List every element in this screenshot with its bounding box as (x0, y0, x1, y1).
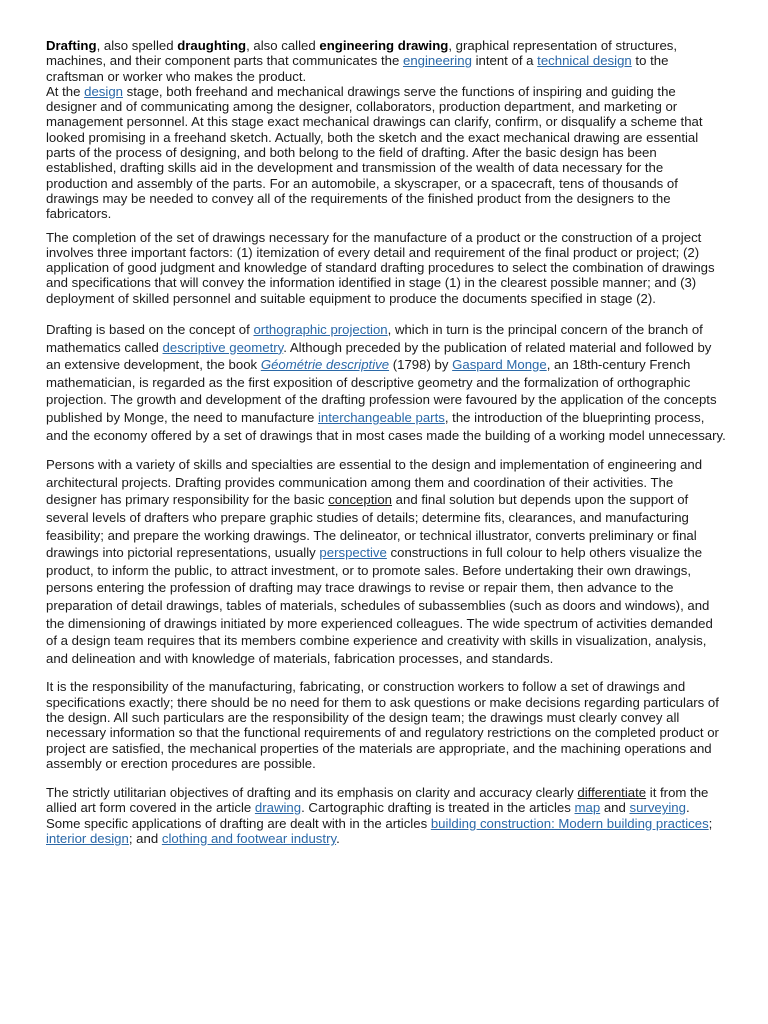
paragraph-2 (46, 84, 726, 222)
text-run: , graphical representation of structures, machines, and their component parts that communicates the (46, 38, 678, 69)
link-design[interactable]: design (84, 83, 123, 99)
text-run: and (600, 800, 630, 816)
link-perspective[interactable]: perspective (319, 545, 387, 561)
paragraph-4 (46, 321, 726, 444)
text-run: it from the allied art form covered in the article (46, 785, 709, 816)
text-run: . Cartographic drafting is treated in the articles (301, 800, 575, 816)
link-interchangeable-parts[interactable]: interchangeable parts (318, 410, 445, 426)
term-engineering-drawing: engineering drawing (319, 38, 449, 53)
link-surveying[interactable]: surveying (629, 800, 686, 816)
text-run: At the (46, 83, 85, 99)
text-run: , which in turn is the principal concern of the branch of mathematics called (46, 322, 703, 355)
link-map[interactable]: map (574, 800, 601, 816)
link-engineering[interactable]: engineering (402, 53, 472, 69)
article-body (46, 38, 726, 846)
text-run: Persons with a variety of skills and specialties are essential to the design and implementation of engineering and architectural projects. Drafting provides communication among them and coordination of their activities. The designer has primary responsibility for the basic (46, 457, 703, 508)
text-run: . Some specific applications of drafting are dealt with in the articles (46, 800, 690, 831)
paragraph-5 (46, 456, 726, 667)
text-run: , an 18th-century French mathematician, is regarded as the first exposition of descriptive geometry and the formalization of orthographic projection. The growth and development of the drafting profession were favoured by the application of the concepts published by Monge, the need to manufacture (46, 357, 717, 426)
link-drawing[interactable]: drawing (254, 800, 302, 816)
text-run: . (336, 831, 340, 846)
text-run: to the craftsman or worker who makes the product. (46, 53, 669, 84)
link-orthographic-projection[interactable]: orthographic projection (253, 322, 388, 338)
text-run: intent of a (471, 53, 538, 69)
text-run: , the introduction of the blueprinting process, and the economy offered by a set of drawings that in most cases made the building of a working model unnecessary. (46, 410, 726, 443)
text-run: (1798) by (389, 357, 453, 373)
text-run: . Although preceded by the publication of related material and followed by an extensive development, the book (46, 339, 712, 373)
term-drafting: Drafting (46, 38, 97, 53)
text-run: Drafting is based on the concept of (46, 322, 254, 338)
text-run: stage, both freehand and mechanical drawings serve the functions of inspiring and guiding the designer and of communicating among the designer, collaborators, production department, and marketing or management personnel. At this stage exact mechanical drawings can clarify, confirm, or disqualify a scheme that looked promising in a freehand sketch. Actually, both the sketch and the exact mechanical drawing are essential parts of the process of designing, and both belong to the field of drafting. After the basic design has been established, drafting skills aid in the development and transmission of the wealth of data necessary for the production and assembly of the parts. For an automobile, a skyscraper, or a spacecraft, tens of thousands of drawings may be needed to convey all of the requirements of the finished product from the designers to the fabricators. (46, 83, 703, 222)
text-run: ; (708, 815, 713, 831)
link-building-construction[interactable]: building construction: Modern building practices (430, 815, 709, 831)
text-run: and final solution but depends upon the support of several levels of drafters who prepare graphic studies of details; determine fits, clearances, and manufacturing feasibility; and prepare the working drawings. The delineator, or technical illustrator, converts preliminary or final drawings into pictorial representations, usually (46, 492, 697, 561)
paragraph-1 (46, 38, 726, 84)
text-run: constructions in full colour to help others visualize the product, to inform the public, to attract investment, or to promote sales. Before undertaking their own drawings, persons entering the profession of drafting may trace drawings to revise or repair them, then advance to the preparation of detail drawings, tables of materials, schedules of subassemblies (such as doors and windows), and the dimensioning of drawings initiated by more experienced colleagues. The wide spectrum of activities demanded of a design team requires that its members combine experience and creativity with skills in visualization, analysis, and delineation and with knowledge of materials, fabrication processes, and standards. (46, 545, 713, 666)
text-run: , also called (246, 38, 320, 53)
term-draughting: draughting (177, 38, 247, 53)
text-run: ; and (128, 831, 162, 846)
link-text: Géométrie descriptive (260, 357, 390, 373)
link-gaspard-monge[interactable]: Gaspard Monge (452, 357, 547, 373)
paragraph-3: The completion of the set of drawings necessary for the manufacture of a product or the construction of a project involves three important factors: (1) itemization of every detail and requirement of the final product or project; (2) application of good judgment and knowledge of standard drafting procedures to select the combination of drawings and specifications that will convey the information identified in stage (1) in the clearest possible manner; and (3) deployment of skilled personnel and suitable equipment to produce the documents specified in stage (2). (46, 229, 715, 306)
link-geometrie-descriptive[interactable] (261, 357, 389, 372)
link-technical-design[interactable]: technical design (537, 53, 632, 69)
text-run: The strictly utilitarian objectives of drafting and its emphasis on clarity and accuracy clearly (46, 785, 578, 801)
text-run: , also spelled (96, 38, 178, 53)
paragraph-6: It is the responsibility of the manufacturing, fabricating, or construction workers to follow a set of drawings and specifications exactly; there should be no need for them to ask questions or make decisions regarding particulars of the design. All such particulars are the responsibility of the design team; the drawings must clearly convey all necessary information so that the functional requirements of and regulatory restrictions on the completed product or project are satisfied, the mechanical properties of the materials are appropriate, and the machining operations and assembly or erection procedures are possible. (46, 679, 719, 771)
link-interior-design[interactable]: interior design (46, 831, 129, 846)
link-clothing-and-footwear-industry[interactable]: clothing and footwear industry (161, 831, 337, 846)
term-differentiate[interactable]: differentiate (577, 785, 647, 801)
paragraph-7 (46, 785, 726, 846)
link-descriptive-geometry[interactable]: descriptive geometry (162, 339, 284, 355)
term-conception[interactable]: conception (328, 492, 392, 508)
